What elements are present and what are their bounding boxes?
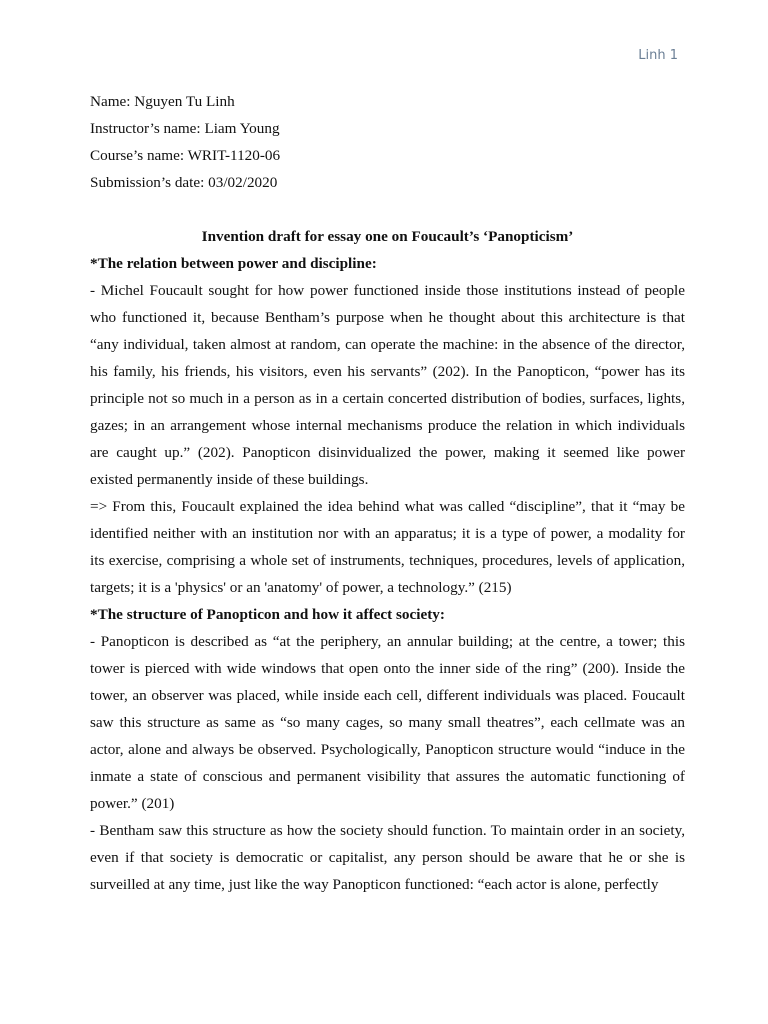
paragraph-discipline-definition xyxy=(90,493,685,601)
text-line: even if that society is democratic or capitalist, any person should be aware that he or she is xyxy=(90,849,685,866)
text-line: are caught up.” (202). Panopticon disinvidualized the power, making it seemed like power xyxy=(90,444,685,461)
text-line: surveilled at any time, just like the way Panopticon functioned: “each actor is alone, perfectly xyxy=(90,876,659,893)
paragraph-society-function xyxy=(90,817,685,898)
text-line: gazes; in an arrangement whose internal mechanisms produce the relation in which individuals xyxy=(90,417,685,434)
text-line: principle not so much in a person as in a certain concerted distribution of bodies, surfaces, lights, xyxy=(90,390,685,407)
page-header-label: Linh 1 xyxy=(638,48,678,63)
text-line: - Michel Foucault sought for how power functioned inside those institutions instead of people xyxy=(90,282,685,299)
blank-line xyxy=(90,196,685,223)
student-name: Name: Nguyen Tu Linh xyxy=(90,93,235,110)
paragraph-panopticon-description xyxy=(90,628,685,817)
text-line: his family, his friends, his visitors, even his servants” (202). In the Panopticon, “power has its xyxy=(90,363,685,380)
text-line: saw this structure as same as “so many cages, so many small theatres”, each cellmate was an xyxy=(90,714,685,731)
text-line: “any individual, taken almost at random, can operate the machine: in the absence of the director, xyxy=(90,336,685,353)
text-line: its exercise, comprising a whole set of instruments, techniques, procedures, levels of application, xyxy=(90,552,685,569)
text-line: => From this, Foucault explained the idea behind what was called “discipline”, that it “may be xyxy=(90,498,685,515)
course-name: Course’s name: WRIT-1120-06 xyxy=(90,147,281,164)
section-heading-panopticon-structure: *The structure of Panopticon and how it affect society: xyxy=(90,606,445,623)
section-heading-power-discipline: *The relation between power and discipline: xyxy=(90,255,377,272)
text-line: - Bentham saw this structure as how the society should function. To maintain order in an society, xyxy=(90,822,685,839)
text-line: power.” (201) xyxy=(90,795,175,812)
text-line: existed permanently inside of these buildings. xyxy=(90,471,369,488)
text-line: actor, alone and always be observed. Psychologically, Panopticon structure would “induce in the xyxy=(90,741,685,758)
text-line: tower, an observer was placed, while inside each cell, different individuals was placed. Foucault xyxy=(90,687,685,704)
document-title: Invention draft for essay one on Foucault’s ‘Panopticism’ xyxy=(201,228,574,245)
instructor-name: Instructor’s name: Liam Young xyxy=(90,120,280,137)
text-line: tower is pierced with wide windows that open onto the inner side of the ring” (200). Inside the xyxy=(90,660,685,677)
document-body xyxy=(90,88,685,898)
paragraph-power-function xyxy=(90,277,685,493)
text-line: identified neither with an institution nor with an apparatus; it is a type of power, a modality for xyxy=(90,525,685,542)
submission-date: Submission’s date: 03/02/2020 xyxy=(90,174,278,191)
text-line: inmate a state of conscious and permanent visibility that assures the automatic functioning of xyxy=(90,768,685,785)
text-line: who functioned it, because Bentham’s purpose when he thought about this architecture is that xyxy=(90,309,685,326)
text-line: - Panopticon is described as “at the periphery, an annular building; at the centre, a tower; this xyxy=(90,633,685,650)
text-line: targets; it is a 'physics' or an 'anatomy' of power, a technology.” (215) xyxy=(90,579,512,596)
